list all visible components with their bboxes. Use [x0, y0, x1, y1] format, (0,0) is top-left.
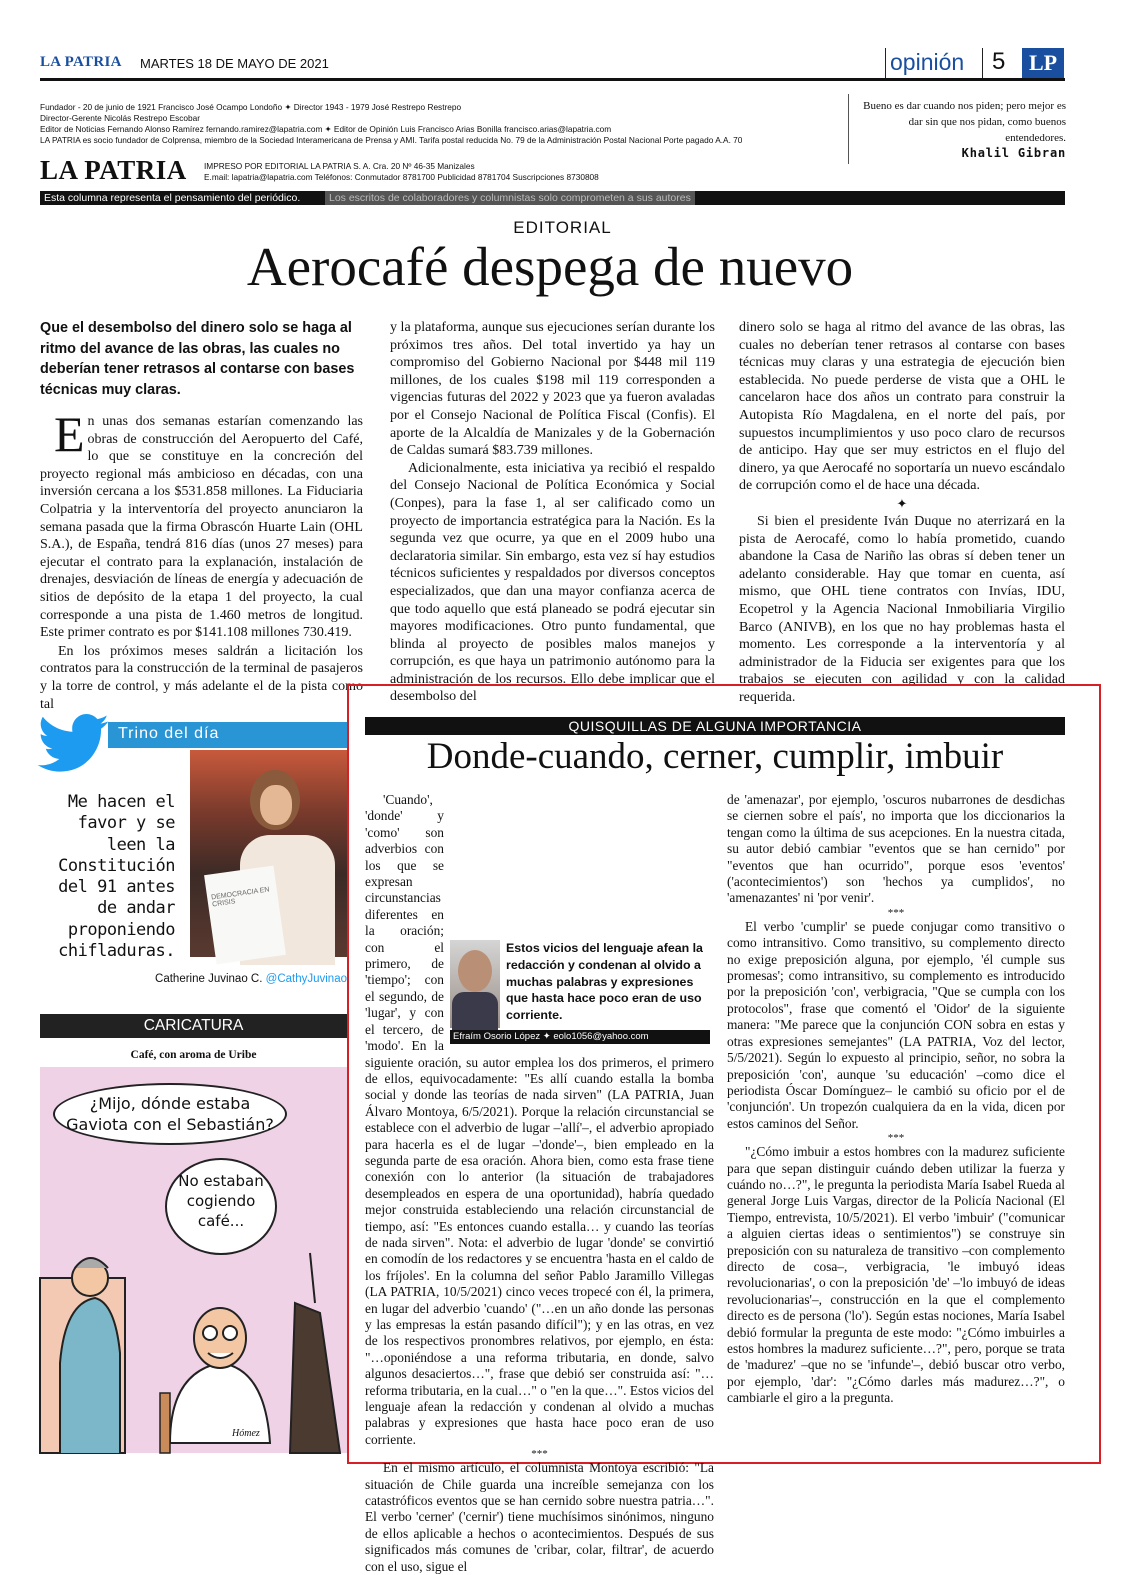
trino-label-bar — [108, 722, 348, 748]
column-kicker: QUISQUILLAS DE ALGUNA IMPORTANCIA — [365, 717, 1065, 735]
header-rule — [40, 78, 1065, 81]
twitter-bird-icon — [38, 714, 110, 774]
imprint-line-2: E.mail: lapatria@lapatria.com Teléfonos: Conmutador 8781700 Publicidad 8781704 Suscripciones 8730808 — [204, 172, 599, 182]
editorial-col-3 — [739, 319, 1065, 705]
caricatura-frame — [40, 1043, 347, 1453]
column-col-2 — [727, 792, 1065, 1407]
editorial-title: Aerocafé despega de nuevo — [246, 236, 854, 297]
section-separator: *** — [531, 1448, 548, 1461]
editorial-lead: Que el desembolso del dinero solo se haga al ritmo del avance de las obras, las cuales no deberían tener retrasos al contarse con bases técnicas muy claras. — [40, 320, 355, 398]
trino-author: Catherine Juvinao C. — [155, 973, 263, 985]
section-separator-2: *** — [887, 906, 905, 919]
author-box — [450, 940, 714, 1050]
quote-box — [848, 94, 849, 164]
trino-credit — [40, 973, 347, 985]
banner-right: Los escritos de colaboradores y columnistas solo comprometen a sus autores — [325, 191, 695, 205]
imprint-line-1: IMPRESO POR EDITORIAL LA PATRIA S. A. Cra. 20 Nº 46-35 Manizales — [204, 161, 475, 171]
author-photo-body — [452, 992, 498, 1032]
column-title: Donde-cuando, cerner, cumplir, imbuir — [426, 736, 1004, 777]
caricatura-title: Café, con aroma de Uribe — [130, 1049, 257, 1061]
column-c1-p1: 'Cuando', 'donde' y 'como' son adverbios con los que se expresan circunstancias diferentes en la oración; con el primero, de 'tiempo'; con el segundo, de 'lugar', y con el tercero, de 'modo'. En la siguiente oración, su autor emplea los dos primeros, el primero de ellos, equivocadamente: "Es allí cuando estalla la bomba social y donde las teorías de nada sirven" (LA PATRIA, Juan Álvaro Montoya, 6/5/2021). Porque la relación circunstancial se establece con el adverbio de lugar –'allí'–, el adverbio apropiado para hacerla es el de lugar –'donde'–, bien empleado en la segunda parte de esa oración. Ahora bien, como esta frase tiene conexión con lo anterior (la situación de trabajadores desempleados en espera de una oportunidad), habría quedado mejor construida estableciendo una relación circunstancial de tiempo, así: "Es entonces cuando estalla… y cuando las teorías de nada sirven". Nota: el adverbio de lugar 'donde' se convirtió en comodín de los redactores y se encuentra 'hasta en el caldo de los fríjoles'. En la columna del señor Pablo Jaramillo Villegas (LA PATRIA, 10/5/2021) cinco veces tropecé con él, la primera, en lugar del adverbio 'cuando' ("…en un año donde las personas y las empresas la están pasando difícil"); y en las otras, en vez de los respectivos pronombres relativos, por ejemplo, en ésta: "…oponiéndose a una reforma tributaria, en donde, salvo algunos desaciertos…", frase que debió ser construida así: "…reforma tributaria, en la cual…" o "en la que…". Estos vicios del lenguaje afean la redacción y condenan al olvido a muchas palabras y expresiones que hasta hace poco eran de uso corriente. — [365, 792, 714, 1447]
column-pull-quote: Estos vicios del lenguaje afean la redacción y condenan al olvido a muchas palabras y expresiones que hasta hace poco eran de uso corriente. — [506, 941, 703, 1023]
diamond-separator: ✦ — [896, 495, 908, 511]
caricatura-drawing — [40, 1243, 347, 1453]
author-photo — [450, 940, 500, 1028]
caricatura-label: CARICATURA — [40, 1014, 347, 1038]
trino-text: Me hacen el favor y se leen la Constitución del 91 antes de andar proponiendo chifladuras. — [58, 792, 175, 962]
banner — [40, 191, 1065, 205]
editorial-kicker: EDITORIAL — [513, 218, 612, 237]
column-author: Efraím Osorio López ✦ eolo1056@yahoo.com — [450, 1030, 710, 1044]
masthead-line-3: Editor de Noticias Fernando Alonso Ramírez fernando.ramirez@lapatria.com ✦ Editor de Opinión Luis Francisco Arias Bonilla francisco.arias@lapatria.com — [40, 124, 612, 134]
editorial-dropcap: E — [54, 406, 85, 462]
trino-label: Trino del día — [118, 725, 220, 742]
column-c1-p2: En el mismo artículo, el columnista Montoya escribió: "La situación de Chile guarda una increíble semejanza con los catastróficos eventos que se han cernido sobre nuestra patria…". El verbo 'cerner' ('cernir') tiene muchísimos sinónimos, ninguno de ellos aplicable a hechos o acontecimientos. Después de sus significados más comunes de 'cribar, colar, filtrar', de acuerdo con el uso, sigue el — [365, 1460, 714, 1574]
editorial-c2-p1: y la plataforma, aunque sus ejecuciones serían durante los próximos tres años. Del total invertido ya hay un compromiso del Gobierno Nacional por $448 mil 119 millones, de los cuales $198 mil 119 corresponden a vigencias futuras del 2022 y 2023 que ya fueron avaladas por el Consejo Nacional de Política Fiscal (Confis). El aporte de la Alcaldía de Manizales y de la Gobernación de Caldas sumará $83.739 millones. — [390, 320, 715, 459]
author-photo-head — [458, 950, 492, 992]
quote-text: Bueno es dar cuando nos piden; pero mejor es dar sin que nos pidan, como buenos entendedores. — [863, 100, 1066, 144]
section-separator-3: *** — [887, 1132, 905, 1145]
column-col-1 — [365, 792, 714, 1575]
speech-bubble-1-text: ¿Mijo, dónde estaba Gaviota con el Sebastián? — [66, 1094, 274, 1134]
editorial-c1-p1: n unas dos semanas estarían comenzando las obras de construcción del Aeropuerto del Café, lo que se constituye en la concreción del proyecto regional más ambicioso en décadas, con una inversión cercana a los $531.858 millones. La Fiduciaria Colpatria y la interventoría del proyecto anunciaron la semana pasada que la firma Obrascón Huarte Lain (OHL S.A.), de España, tendrá 816 días (unos 27 meses) para ejecutar el contrato para la explanación, instalación de drenajes, desviación de líneas de energía y adecuación de sitios de depósito de la etapa 1 del proyecto, la cual corresponde a una pista de 1.460 metros de longitud. Este primer contrato es por $141.108 millones 730.419. — [40, 414, 363, 641]
masthead-line-2: Director-Gerente Nicolás Restrepo Escobar — [40, 113, 201, 123]
masthead-logo: LA PATRIA — [40, 155, 187, 185]
section-divider-2 — [982, 48, 983, 78]
editorial-c2-p2: Adicionalmente, esta iniciativa ya recibió el respaldo del Consejo Nacional de Política Económica y Social (Conpes), para la fase 1, al ser calificado como un proyecto de importancia estratégica para la Nación. Es la segunda vez que ocurre, ya que en el 2009 hubo una declaratoria similar. Sin embargo, esta vez sí hay estudios técnicos suficientes y respaldados por diversos conceptos especializados, que dan una mayor confianza acerca de que todo aquello que está planeado se podrá ejecutar sin mayores modificaciones. Otro punto fundamental, que blinda al proyecto de posibles malos manejos y corrupción, es que haya un patrimonio autónomo para la administración de los recursos. Ello debe implicar que el desembolso del — [390, 460, 715, 705]
banner-left: Esta columna representa el pensamiento del periódico. — [44, 192, 301, 204]
editorial-col-2 — [390, 319, 715, 705]
photo-paper: DEMOCRACIA EN CRISIS — [204, 866, 286, 965]
header-section: opinión — [890, 49, 965, 75]
header-page-number: 5 — [992, 48, 1006, 75]
editorial-c3-p1: dinero solo se haga al ritmo del avance de las obras, las cuales no deberían tener retrasos al contarse con bases técnicas muy claras y una estrategia de ejecución bien establecida. No puede perderse de vista que a OHL le cancelaron hace dos años un contrato para construir la Autopista Río Magdalena, en el norte del país, por supuestos incumplimientos y uso poco claro de recursos de anticipo. Hay que ser muy estrictos en el flujo del dinero, ya que Aerocafé no soportaría un nuevo escándalo de corrupción como el de hace una década. — [739, 320, 1065, 494]
masthead-credits — [40, 102, 840, 146]
caricatura-signature: Hómez — [232, 1428, 260, 1439]
masthead-imprint — [204, 161, 804, 183]
column-c2-p2: El verbo 'cumplir' se puede conjugar como transitivo o como intransitivo. Como transitivo, su complemento directo no exige preposición alguna, por ejemplo, 'él cumple sus promesas'; como intransitivo, su complemento es introducido por la preposición 'con', verbigracia, "Que se cumpla con los protocolos", frase que comentó el 'Oidor' de la siguiente manera: "Me parece que la conjunción CON sobra en estas y otras expresiones semejantes" (LA PATRIA, Voz del lector, 5/5/2021). Según lo expuesto al principio, señor, no sobra la preposición 'con', aunque 'su educación' –como dice el periodista Óscar Domínguez– le cambió su oficio por el de 'conjunción'. Un tropezón cualquiera da en la vida, dicen por estos caminos del Señor. — [727, 918, 1065, 1131]
column-c2-p3: "¿Cómo imbuir a estos hombres con la madurez suficiente para que sepan distinguir cuándo deben utilizar la fuerza y cuándo no…?", le pregunta la periodista María Isabel Rueda al general Jorge Luis Vargas, director de la Policía Nacional (El Tiempo, entrevista, 10/5/2021). El verbo 'imbuir' ("comunicar a alguien ciertas ideas o sentimientos") se construye sin preposición con su naturaleza de transitivo –con complemento directo de cosa–, verbigracia, 'le imbuyó ideas revolucionarias', o con la preposición 'de' –'lo imbuyó de ideas revolucionarias'–, construcción en la que el complemento directo es de persona ('lo'). Según estas nociones, María Isabel debió formular la pregunta de este modo: "¿Cómo imbuirles a estos hombres la madurez suficiente…?", pero, porque se trata de 'madurez' –que no se 'infunde'–, debió buscar otro verbo, por ejemplo, 'dar': "¿Cómo darles más madurez…?", o cambiarle el giro a la pregunta. — [727, 1144, 1065, 1406]
header-date: MARTES 18 DE MAYO DE 2021 — [140, 56, 329, 71]
editorial-c1-p2: En los próximos meses saldrán a licitación los contratos para la construcción de la terminal de pasajeros y la torre de control, y más adelante el de la pista como tal — [40, 643, 363, 712]
section-divider — [885, 48, 886, 78]
masthead-line-4: LA PATRIA es socio fundador de Colprensa, miembro de la Sociedad Interamericana de Prensa y AMI. Tarifa postal reducida No. 79 de la Administración Postal Nacional Porte pagado A.A. 70 — [40, 135, 743, 145]
header-paper-name: LA PATRIA — [40, 54, 122, 70]
trino-photo — [190, 750, 347, 957]
photo-person-face — [260, 785, 292, 825]
masthead-line-1: Fundador - 20 de junio de 1921 Francisco José Ocampo Londoño ✦ Director 1943 - 1979 José Restrepo Restrepo — [40, 102, 462, 112]
column-c2-p1: de 'amenazar', por ejemplo, 'oscuros nubarrones de desdichas se ciernen sobre el país', no importa que los diccionarios la tengan como la última de sus acepciones. En la nuestra citada, su autor debió cambiar "eventos que se han cernido" por "eventos que han ocurrido", porque esos 'eventos' ('acontecimientos') son 'hechos ya cumplidos', no 'amenazantes' ni 'por venir'. — [727, 792, 1065, 906]
speech-bubble-2-text: No estaban cogiendo café... — [178, 1172, 264, 1230]
editorial-c3-p2: Si bien el presidente Iván Duque no aterrizará en la pista de Aerocafé, como lo había prometido, cuando abandone la Casa de Nariño las obras sí deben tener un adelanto considerable. Hay que tomar en cuenta, así mismo, que OHL tiene contratos con Invías, IDU, Ecopetrol y la Agencia Nacional Inmobiliaria Virgilio Barco (ANIVB), en los que no hay problemas hasta el momento. Les corresponde a la interventoría y al administrador de la Fiducia ser exigentes para que los trabajos se ejecuten con agilidad y con la calidad requerida. — [739, 513, 1065, 705]
quote-author: Khalil Gibran — [961, 146, 1066, 160]
editorial-col-1 — [40, 406, 363, 713]
lp-logo: LP — [1022, 48, 1064, 78]
trino-handle[interactable]: @CathyJuvinao — [265, 973, 347, 985]
